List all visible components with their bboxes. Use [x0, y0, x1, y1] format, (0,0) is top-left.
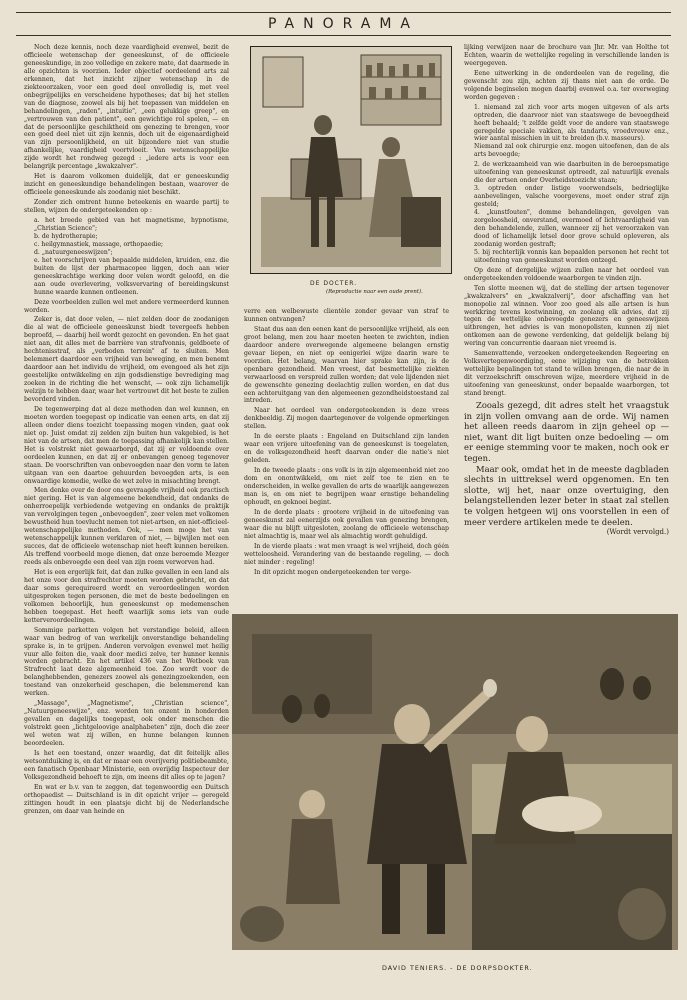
paragraph: Staat dus aan den eenen kant de persoonlijke vrijheid, als een groot belang, men zou haar moeten heeten te zwichten, indien daardoor andere overwegende algemeene belangen ernstig gevaar liepen, en niet op eenigerlei wijze daarin ware te voorzien. Het belang, waarvan hier sprake kan zijn, is de openbare gezondheid. Men vreest, dat besmettelijke ziekten verwaarloosd en verspreid zullen worden; dat vele lijdenden niet de gewenschte genezing deelachtig zullen worden, en dat dus een achteruitgang van den algemeenen gezondheidstoestand zal intreden. [244, 325, 449, 405]
paragraph: Ten slotte meenen wij, dat de stelling der artsen tegenover „kwakzalvers" en „kwakzalverij", door afschaffing van het monopolie zal winnen. Voor zoo goed als alle artsen is hun werkkring tevens kostwinning, en zoolang elk advies, dat zij tegen de wettelijke onbevoegde genezers en geneeswijzen uitbrengen, het advies is van monopolisten, kunnen zij niet ontkomen aan de gewone verdenking, dat geldelijk belang bij wering van concurrentie daaraan niet vreemd is. [464, 284, 669, 348]
engraving-drawing [251, 47, 451, 273]
paragraph: Maar ook, omdat het in de meeste dagbladen slechts in uittreksel werd opgenomen. En ten slotte, wij het, naar onze overtuiging, den belangstellenden lezer beter in staat zal stellen te volgen hetgeen wij ons voorstellen in een of meer verdere artikelen mede te deelen. [464, 463, 669, 527]
paragraph: Deze voorbeelden zullen wel met andere vermeerderd kunnen worden. [24, 298, 229, 314]
principles-list-1 [464, 104, 669, 160]
masthead-title: PANORAMA [267, 16, 419, 32]
remedy-list [24, 217, 229, 297]
column-left [24, 44, 229, 818]
painting-drawing [232, 614, 678, 950]
column-right [464, 44, 669, 536]
continued-note: (Wordt vervolgd.) [606, 528, 669, 537]
engraving-image [250, 46, 452, 274]
list-item: a. het breede gebied van het magnetisme, hypnotisme, „Christian Science"; [34, 217, 229, 232]
paragraph: Samenvattende, verzoeken ondergeteekenden Regeering en Volksvertegenwoordiging, eene wijziging van de betrokken wettelijke bepalingen tot stand te willen brengen, die naar de in dit verzoekschrift omschreven wijze, meerdere vrijheid in de uitoefening van geneeskunst, onder bepaalde waarborgen, tot stand brengt. [464, 350, 669, 398]
principles-list-2 [464, 161, 669, 264]
paragraph: In dit opzicht mogen ondergeteekenden ter verge- [254, 568, 412, 576]
figure-note: (Reproductie naar een oude prent). [326, 289, 423, 295]
illustration-doctor [246, 42, 453, 298]
paragraph: In de eerste plaats : Engeland en Duitschland zijn landen waar een vrijere uitoefening van de geneeskunst is toegelaten, en de volksgezondheid heeft daarvan onder die natie's niet geleden. [244, 433, 449, 465]
list-item: 3. optreden onder listige voorwendsels, bedrieglijke aanbevelingen, valsche voorgevens, moet onder straf zijn gesteld; [474, 185, 670, 209]
list-item: 2. de werkzaamheid van wie daarbuiten in de beroepsmatige uitoefening van geneeskunst optreedt, zal natuurlijk evenals die der artsen onder Overheidstoezicht staan; [474, 161, 669, 185]
paragraph: Eene uitwerking in de onderdeelen van de regeling, die gewenscht zou zijn, achten zij thans niet aan de orde. De volgende beginselen mogen daarbij evenwel o.a. ter overweging worden gegeven : [464, 69, 669, 101]
list-item: Niemand zal ook chirurgie enz. mogen uitoefenen, dan de als arts bevoegde; [474, 143, 669, 159]
paragraph: En wat er b.v. van te zeggen, dat tegenwoordig een Duitsch orthopaedist — Duitschland is in dit opzicht vrijer — geregeld zittingen houdt in een plaatsje dicht bij de Nederlandsche grenzen, om daar van heinde en [24, 783, 229, 815]
paragraph: Zonder zich omtrent hunne beteekenis en waarde partij te stellen, wijzen de ondergeteekenden op : [24, 199, 229, 215]
paragraph: In de vierde plaats : wat men vraagt is wel vrijheid, doch géén wetteloosheid. Verandering van de bestaande regeling, — doch niet minder : regeling! [244, 542, 449, 566]
paragraph: In de derde plaats : grootere vrijheid in de uitoefening van geneeskunst zal eenerzijds ook gevallen van genezing brengen, waar die nu blijft uitgesloten, zoolang de officieele wetenschap niet almachtig is, maar wel als almachtig wordt gehuldigd. [244, 508, 449, 540]
paragraph: Men denke over de door ons gevraagde vrijheid ook practisch niet gering. Het is van algemeene bekendheid, dat ondanks de onherroepelijk verbiedende wetgeving en ondanks de praktijk van vervolgingen tegen „onbevoegden", zeer velen met volkomen bewustheid hun toevlucht nemen tot niet-artsen, en niet-officieel-wetenschappelijke methoden. Ook, — men moge het van wetenschappelijk kunnen verklaren of niet, — bijwijlen met een succes, dat de officieele wetenschap niet heeft kunnen bereiken. Als treffend voorbeeld moge dienen, dat onze beroemde Mezger reeds als onbevoegde een deel van zijn roem verworven had. [24, 487, 229, 567]
paragraph: „Massage", „Magnetisme", „Christian science", „Natuurgeneeswijze", enz. worden ten onzent in honderden gevallen en dagelijks toegepast, ook onder menschen die volstrekt geen „lichtgeloovige analphabeten" zijn, doch die zeer wel weten wat zij willen, en hunne belangen kunnen beoordeelen. [24, 700, 229, 748]
list-item: 4. „kunstfouten", domme behandelingen, gevolgen van zorgeloosheid, onverstand, overmoed of lichtvaardigheid van den behandelende, zullen, wanneer zij het veroorzaken van dood of lichamelijk letsel door grove schuld opleveren, als zoodanig worden gestraft; [474, 209, 670, 248]
list-item: 5. bij rechterlijk vonnis kan bepaalden personen het recht tot uitoefening van geneeskunst worden ontzegd. [474, 248, 669, 264]
paragraph: Noch deze kennis, noch deze vaardigheid evenwel, bezit de officieele wetenschap der geneeskunst, of de officieele geneeskundige, in zoo volledige en zekere mate, dat daarmede in alle opzichten is voorzien. Ieder objectief oordeelend arts zal erkennen, dat het inzicht zijner wetenschap in de ziekteoorzaken, voor een goed deel onvolledig is, met veel onbegrijpelijks en verscheidene hypotheses; dat bij het stellen van de diagnose, zoowel als bij het toepassen van middelen en behandelingen, „raden", „intuitie", „een gelukkige greep", en „vertrouwen van den patient", een gewichtige rol spelen, — en dat de persoonlijke geschiktheid om genezing te brengen, voor een goed deel niet uit zijn kennis, doch uit de eigenaardigheid van zijn persoonlijkheid, en uit bijzondere niet van studie afhankelijke, vaardigheid voortvloeit. Van wetenschappelijke zijde wordt het rondweg gezegd : „iedere arts is voor een belangrijk percentage „kwakzalver". [24, 44, 229, 171]
list-item: 1. niemand zal zich voor arts mogen uitgeven of als arts optreden, die daarvoor niet van staatswege de bevoegdheid heeft behaald; 't zelfde geldt voor de andere van staatswege geregelde speciale vakken, als tandarts, vroedvrouw enz., wier aantal misschien in uit te breiden (b.v. masseurs). [474, 103, 670, 143]
paragraph: Het is daarom volkomen duidelijk, dat er geneeskundig inzicht en geneeskundige behandelingen bestaan, waarover de officieele geneeskunde als zoodanig niet beschikt. [24, 173, 229, 197]
paragraph: Zeker is, dat door velen, — niet zelden door de zoodanigen die al wat de officieele geneeskunst biedt tevergeefs hebben beproefd, — daarbij heil wordt gezocht en gevonden. En het gaat niet aan, dit alles met de barrière van strafvonnis, geldboete of hechtenisstraf, als „verboden terrein" af te sluiten. Men belemmert daardoor een vrijheid van beweging, en men benemt daardoor aan het individu de vrijheid, om evengoed als het zijn geestelijke ontwikkeling en zijn godsdienstige bevrediging mag zoeken in de richting die het wenscht, — ook zijn lichamelijk welzijn te hebben daar, waar het vertrouwt dit het beste te zullen bevorderd vinden. [24, 316, 229, 403]
paragraph: Op deze of dergelijke wijzen zullen naar het oordeel van ondergeteekenden voldoende waarborgen te vinden zijn. [464, 266, 669, 282]
painting-image [232, 614, 678, 950]
paragraph: verre een welbewuste clientèle zonder gevaar van straf te kunnen ontvangen? [244, 308, 449, 323]
figure-caption: DAVID TENIERS. - DE DORPSDOKTER. [382, 964, 533, 972]
paragraph: Sommige parketten volgen het verstandige beleid, alleen waar van bedrog of van werkelijk onverstandige behandeling sprake is, in te grijpen. Anderen vervolgen evenwel met heilig vuur alle feiten die, vaak door medici zelve, ter hunner kennis worden gebracht. En het artikel 436 van het Wetboek van Strafrecht laat deze algemeenheid toe. Zoo wordt voor de belanghebbenden, genezers zoowel als genezingzoekenden, een toestand van onzekerheid geschapen, die belemmerend kan werken. [24, 626, 229, 698]
paragraph: lijking verwijzen naar de brochure van Jhr. Mr. van Holthe tot Echten, waarin de wettelijke regeling in verschillende landen is weergegeven. [464, 44, 669, 67]
list-item: c. heilgymnastiek, massage, orthopaedie; [34, 240, 164, 248]
list-item: d. „natuurgeneeswijzen"; [34, 248, 113, 256]
list-item: b. de hydrotherapie; [34, 232, 98, 240]
paragraph: Het is een ergerlijk feit, dat dan zulke gevallen in een land als het onze voor den strafrechter moeten worden gebracht, en dat daar soms gerequireerd wordt en veroordeelingen worden uitgesproken tegen personen, die met de beste bedoelingen en volkomen behoorlijk, hun geneeskunst op medemenschen hebben toegepast. Het heeft waarlijk soms iets van oude ketterveroordeelingen. [24, 569, 229, 624]
paragraph: In de tweede plaats : ons volk is in zijn algemeenheid niet zoo dom en onontwikkeld, om niet zelf toe te zien en te onderscheiden, in welke gevallen de arts de waarlijk aangewezen man is, en om niet te begrijpen waar ernstige behandeling ophoudt, en geknoei begint. [244, 467, 449, 506]
masthead [16, 12, 671, 36]
paragraph: Zooals gezegd, dit adres stelt het vraagstuk in zijn vollen omvang aan de orde. Wij namen het alleen reeds daarom in zijn geheel op — niet, want dit ligt buiten onze bedoeling — om er eenige stemming voor te maken, noch ook er tegen. [464, 399, 669, 463]
figure-caption: DE DOCTER. [310, 280, 358, 287]
paragraph: De tegenwerping dat al deze methoden dan wel kunnen, en moeten worden toegepast op indicatie van eenen arts, en dat zij alleen onder diens toezicht toepassing mogen vinden, gaat ook niet op. Juist omdat zij zelden zijn buiten hun vakgebied, is het niet van de artsen, dat men de toepassing afhankelijk kan stellen. Het is volstrekt niet gewaarborgd, dat zij er voldoende over oordeelen kunnen, en dat zij er onbevangen genoeg tegenover staan. De voorschriften van onbevoegden naar den vorm te laten uitgaan van een daartoe gehuurden bevoegden arts, is een onwaardige komedie, welke de wet zelve in misachting brengt. [24, 405, 229, 485]
list-item: e. het voorschrijven van bepaalde middelen, kruiden, enz. die buiten de lijst der pharmacopee liggen, doch aan wier geneeskrachtige werking door velen wordt geloofd, en die aan oude overlevering, volksvervaring of bereidingskunst hunne waarde kunnen ontleenen. [34, 256, 230, 296]
editorial-note [464, 400, 669, 527]
paragraph: Is het een toestand, onzer waardig, dat dit feitelijk alles wetsontduiking is, en dat er maar een overijverig politiebeambte, een fanatisch Openbaar Ministerie, een overijdig Inspecteur der Volksgezondheid behoeft te zijn, om ineens dit alles op te jagen? [24, 749, 229, 781]
illustration-village-doctor [232, 614, 678, 976]
paragraph: Naar het oordeel van ondergeteekenden is deze vrees denkbeeldig. Zij mogen daartegenover de volgende opmerkingen stellen. [244, 407, 449, 431]
column-middle [244, 308, 449, 579]
